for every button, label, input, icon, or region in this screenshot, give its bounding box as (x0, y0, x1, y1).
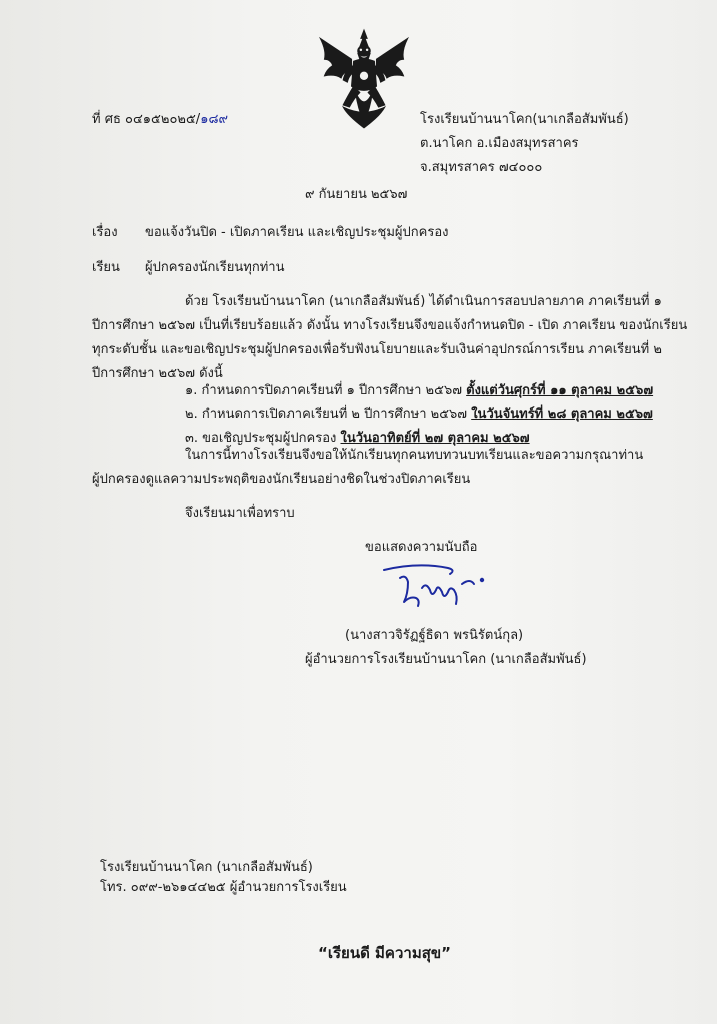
closing-request: จึงเรียนมาเพื่อทราบ (185, 506, 295, 521)
school-name: โรงเรียนบ้านนาโคก(นาเกลือสัมพันธ์) (420, 112, 629, 127)
list-item-1-text: ๑. กำหนดการปิดภาคเรียนที่ ๑ ปีการศึกษา ๒๕๖๗ (185, 383, 467, 398)
letter-date: ๙ กันยายน ๒๕๖๗ (305, 187, 408, 202)
list-item-1-emphasis: ตั้งแต่วันศุกร์ที่ ๑๑ ตุลาคม ๒๕๖๗ (466, 383, 654, 398)
list-item-1 (185, 383, 653, 399)
list-item-2-emphasis: ในวันจันทร์ที่ ๒๘ ตุลาคม ๒๕๖๗ (471, 407, 653, 422)
reference-prefix: ที่ ศธ ๐๔๑๕๒๐๒๕/ (92, 112, 201, 127)
paragraph-1-line-4: ปีการศึกษา ๒๕๖๗ ดังนี้ (92, 366, 223, 381)
signer-name: (นางสาวจิรัฏฐ์ธิดา พรนิรัตน์กุล) (345, 628, 524, 643)
paragraph-1-line-2: ปีการศึกษา ๒๕๖๗ เป็นที่เรียบร้อยแล้ว ดังนั้น ทางโรงเรียนจึงขอแจ้งกำหนดปิด - เปิด ภาคเรียน ของนักเรียน (92, 318, 688, 333)
recipient-text: ผู้ปกครองนักเรียนทุกท่าน (145, 260, 285, 275)
paragraph-1-line-3: ทุกระดับชั้น และขอเชิญประชุมผู้ปกครองเพื่อรับฟังนโยบายและรับเงินค่าอุปกรณ์การเรียน ภาคเรียนที่ ๒ (92, 342, 662, 357)
paragraph-2-line-2: ผู้ปกครองดูแลความประพฤติของนักเรียนอย่างชิดในช่วงปิดภาคเรียน (92, 472, 471, 487)
reference-handwritten-number: ๑๘๙ (200, 112, 228, 127)
signature-icon (378, 560, 498, 616)
garuda-emblem-icon (312, 28, 416, 132)
address-line-1: ต.นาโคก อ.เมืองสมุทรสาคร (420, 136, 579, 151)
paragraph-2-line-1: ในการนี้ทางโรงเรียนจึงขอให้นักเรียนทุกคนทบทวนบทเรียนและขอความกรุณาท่าน (185, 448, 644, 463)
school-motto: “เรียนดี มีความสุข” (318, 944, 451, 962)
footer-school: โรงเรียนบ้านนาโคก (นาเกลือสัมพันธ์) (100, 860, 313, 875)
subject-label: เรื่อง (92, 225, 118, 240)
recipient-label: เรียน (92, 260, 120, 275)
reference-number (92, 112, 228, 128)
list-item-3-emphasis: ในวันอาทิตย์ที่ ๒๗ ตุลาคม ๒๕๖๗ (340, 431, 530, 446)
list-item-2-text: ๒. กำหนดการเปิดภาคเรียนที่ ๒ ปีการศึกษา ๒๕๖๗ (185, 407, 472, 422)
signer-title: ผู้อำนวยการโรงเรียนบ้านนาโคก (นาเกลือสัมพันธ์) (305, 652, 587, 667)
list-item-3-text: ๓. ขอเชิญประชุมผู้ปกครอง (185, 431, 341, 446)
list-item-2 (185, 407, 653, 423)
footer-phone: โทร. ๐๙๙-๒๖๑๔๔๒๕ ผู้อำนวยการโรงเรียน (100, 880, 347, 895)
address-line-2: จ.สมุทรสาคร ๗๔๐๐๐ (420, 160, 543, 175)
paragraph-1-line-1: ด้วย โรงเรียนบ้านนาโคก (นาเกลือสัมพันธ์) ได้ดำเนินการสอบปลายภาค ภาคเรียนที่ ๑ (185, 294, 662, 309)
complimentary-close: ขอแสดงความนับถือ (365, 540, 478, 555)
subject-text: ขอแจ้งวันปิด - เปิดภาคเรียน และเชิญประชุมผู้ปกครอง (145, 225, 449, 240)
list-item-3 (185, 431, 530, 447)
